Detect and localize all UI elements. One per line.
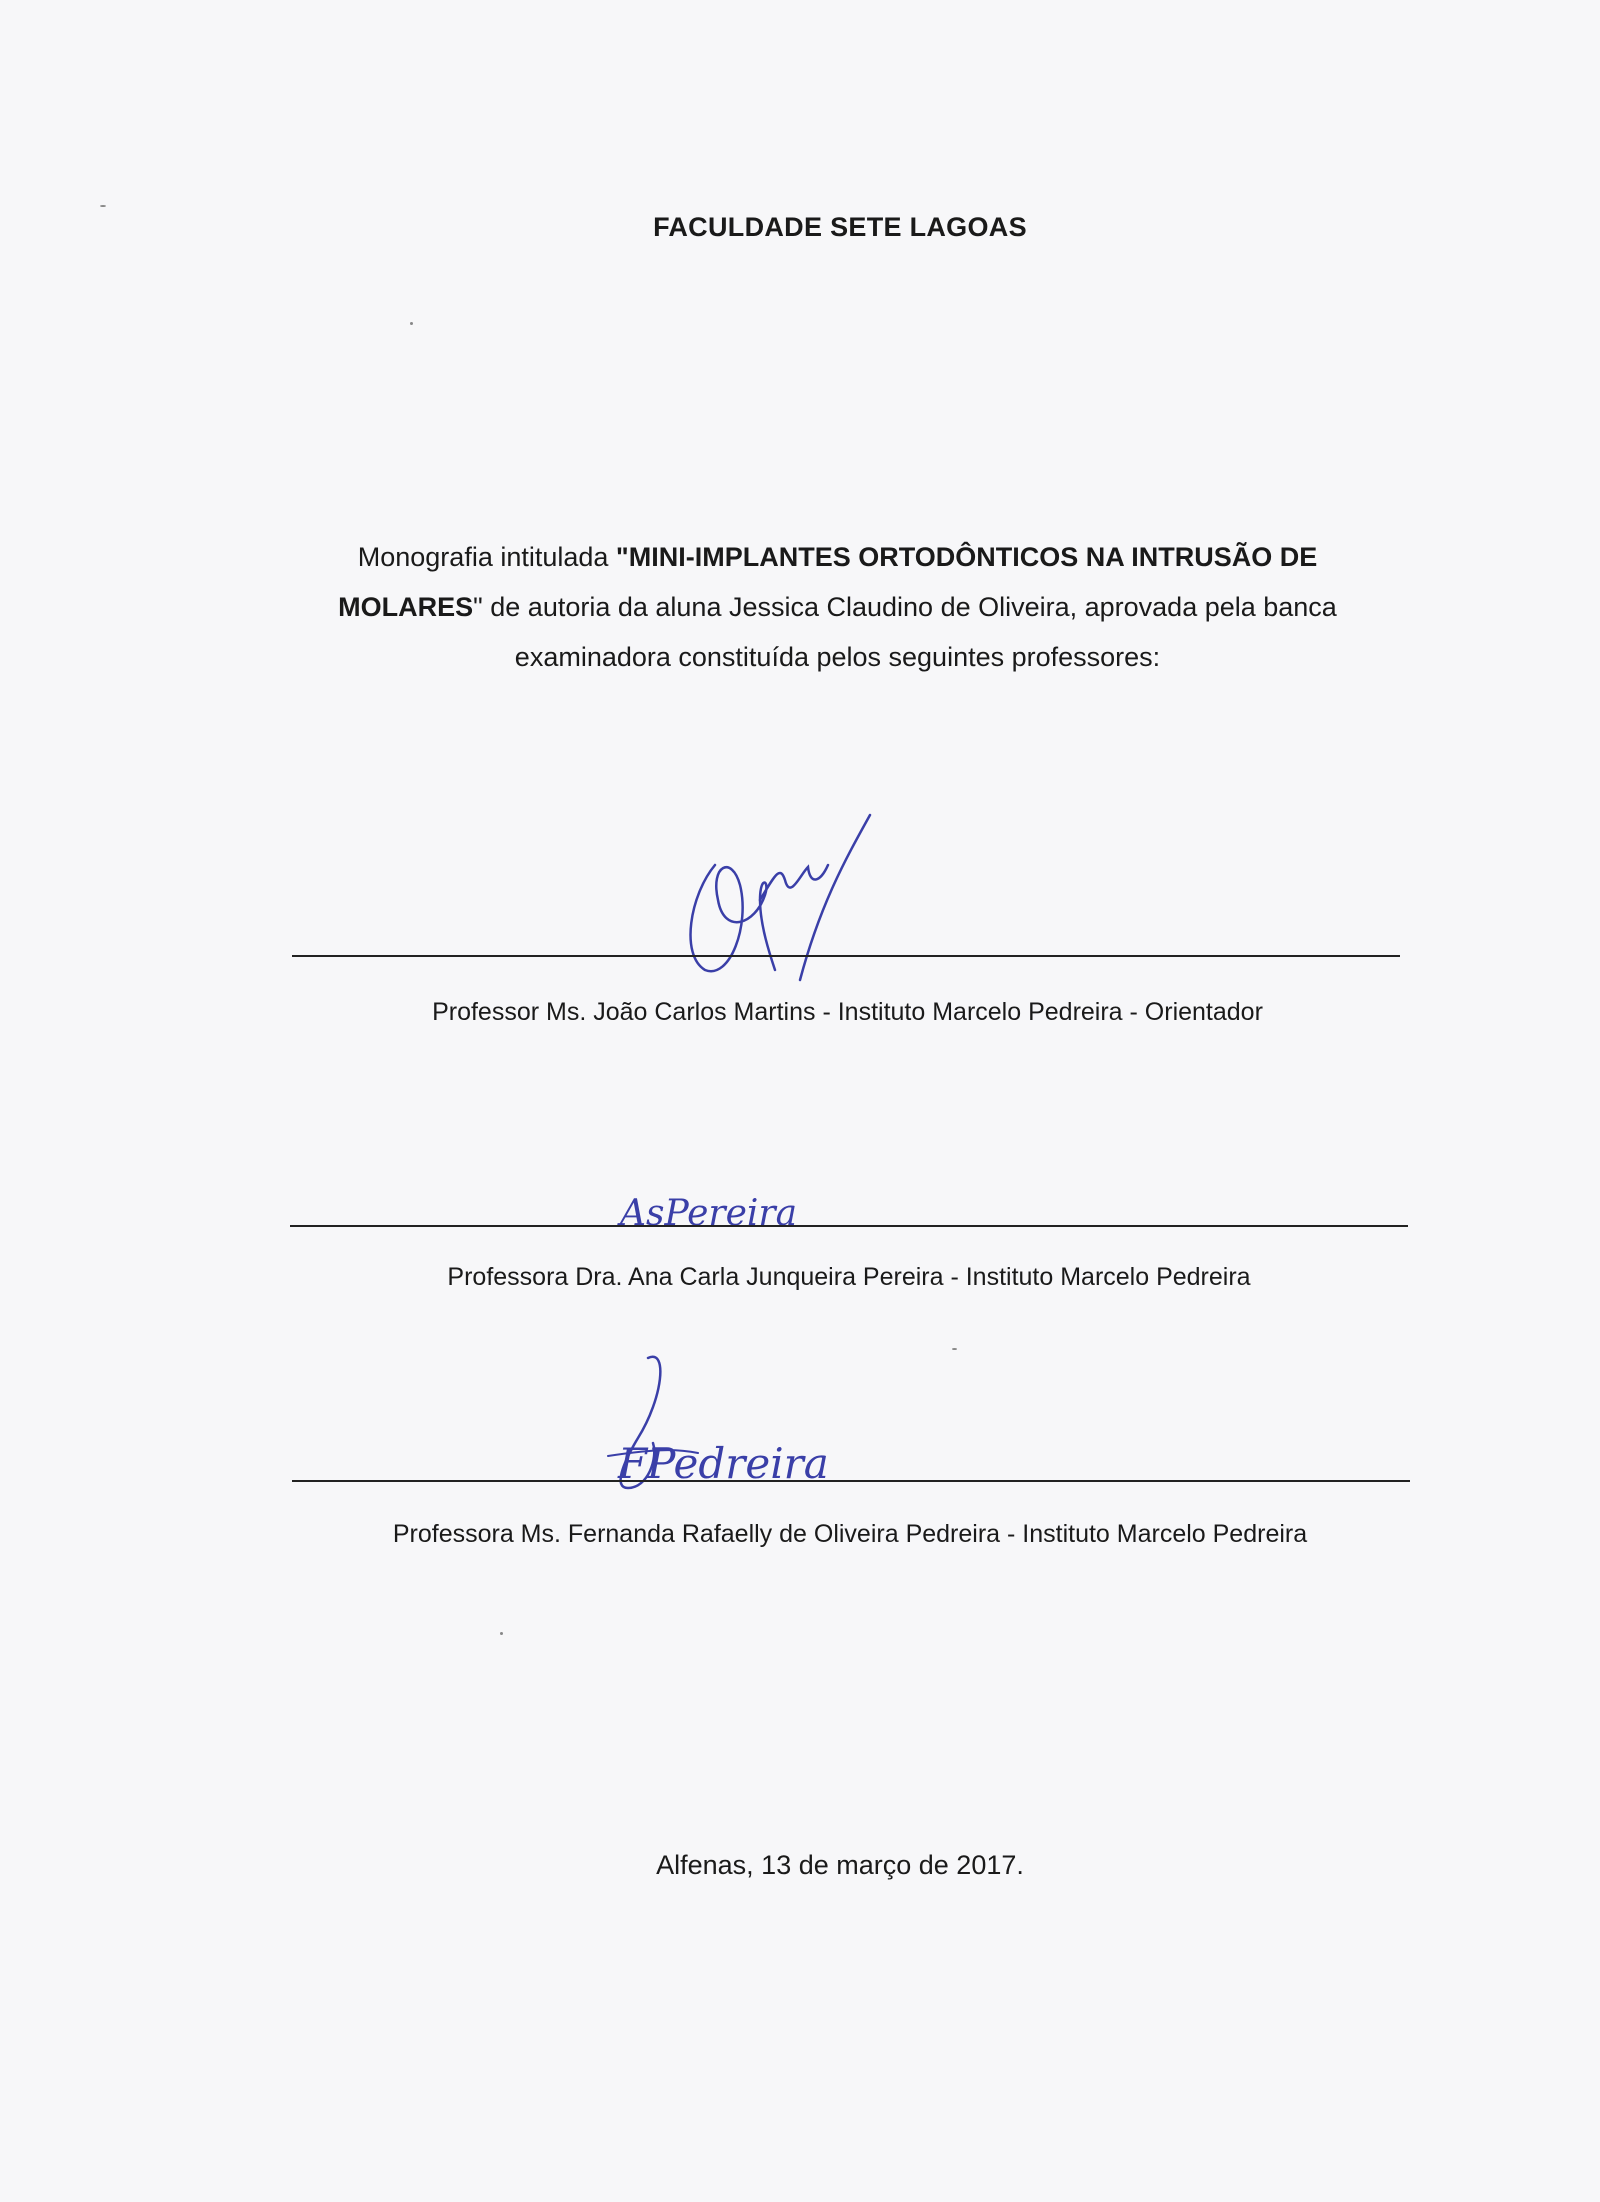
signature-image-member-2: [578, 1338, 829, 1518]
signature-line: [292, 955, 1400, 957]
scan-speck: [952, 1348, 957, 1350]
intro-prefix: Monografia intitulada: [357, 542, 616, 572]
advisor-caption: Professor Ms. João Carlos Martins - Instituto Marcelo Pedreira - Orientador: [432, 998, 1263, 1026]
signature-image-member-1: [615, 1178, 855, 1258]
member-2-caption: Professora Ms. Fernanda Rafaelly de Oliveira Pedreira - Instituto Marcelo Pedreira: [392, 1520, 1308, 1548]
place-and-date: Alfenas, 13 de março de 2017.: [656, 1850, 1024, 1880]
signature-text-member-2: FPedreira: [618, 1439, 829, 1488]
institution-name: FACULDADE SETE LAGOAS: [653, 212, 1027, 242]
member-1-caption: Professora Dra. Ana Carla Junqueira Pereira - Instituto Marcelo Pedreira: [447, 1263, 1251, 1291]
signature-text-member-1: AsPereira: [620, 1193, 798, 1234]
monograph-title-part2: MOLARES: [338, 592, 474, 622]
signature-image-advisor: [660, 805, 880, 985]
intro-suffix: de autoria da aluna Jessica Claudino de Oliveira, aprovada pela banca examinadora constituída pelos seguintes professores:: [482, 592, 1337, 672]
monograph-title-part1: MINI-IMPLANTES ORTODÔNTICOS NA INTRUSÃO DE: [628, 542, 1318, 572]
scan-speck: [410, 322, 413, 325]
approval-statement: [290, 532, 1385, 682]
scan-speck: [100, 205, 106, 207]
title-open-quote: ": [615, 542, 629, 572]
signature-line: [290, 1225, 1408, 1227]
signature-line: [292, 1480, 1410, 1482]
scan-speck: [500, 1632, 503, 1635]
title-close-quote: ": [473, 592, 483, 622]
